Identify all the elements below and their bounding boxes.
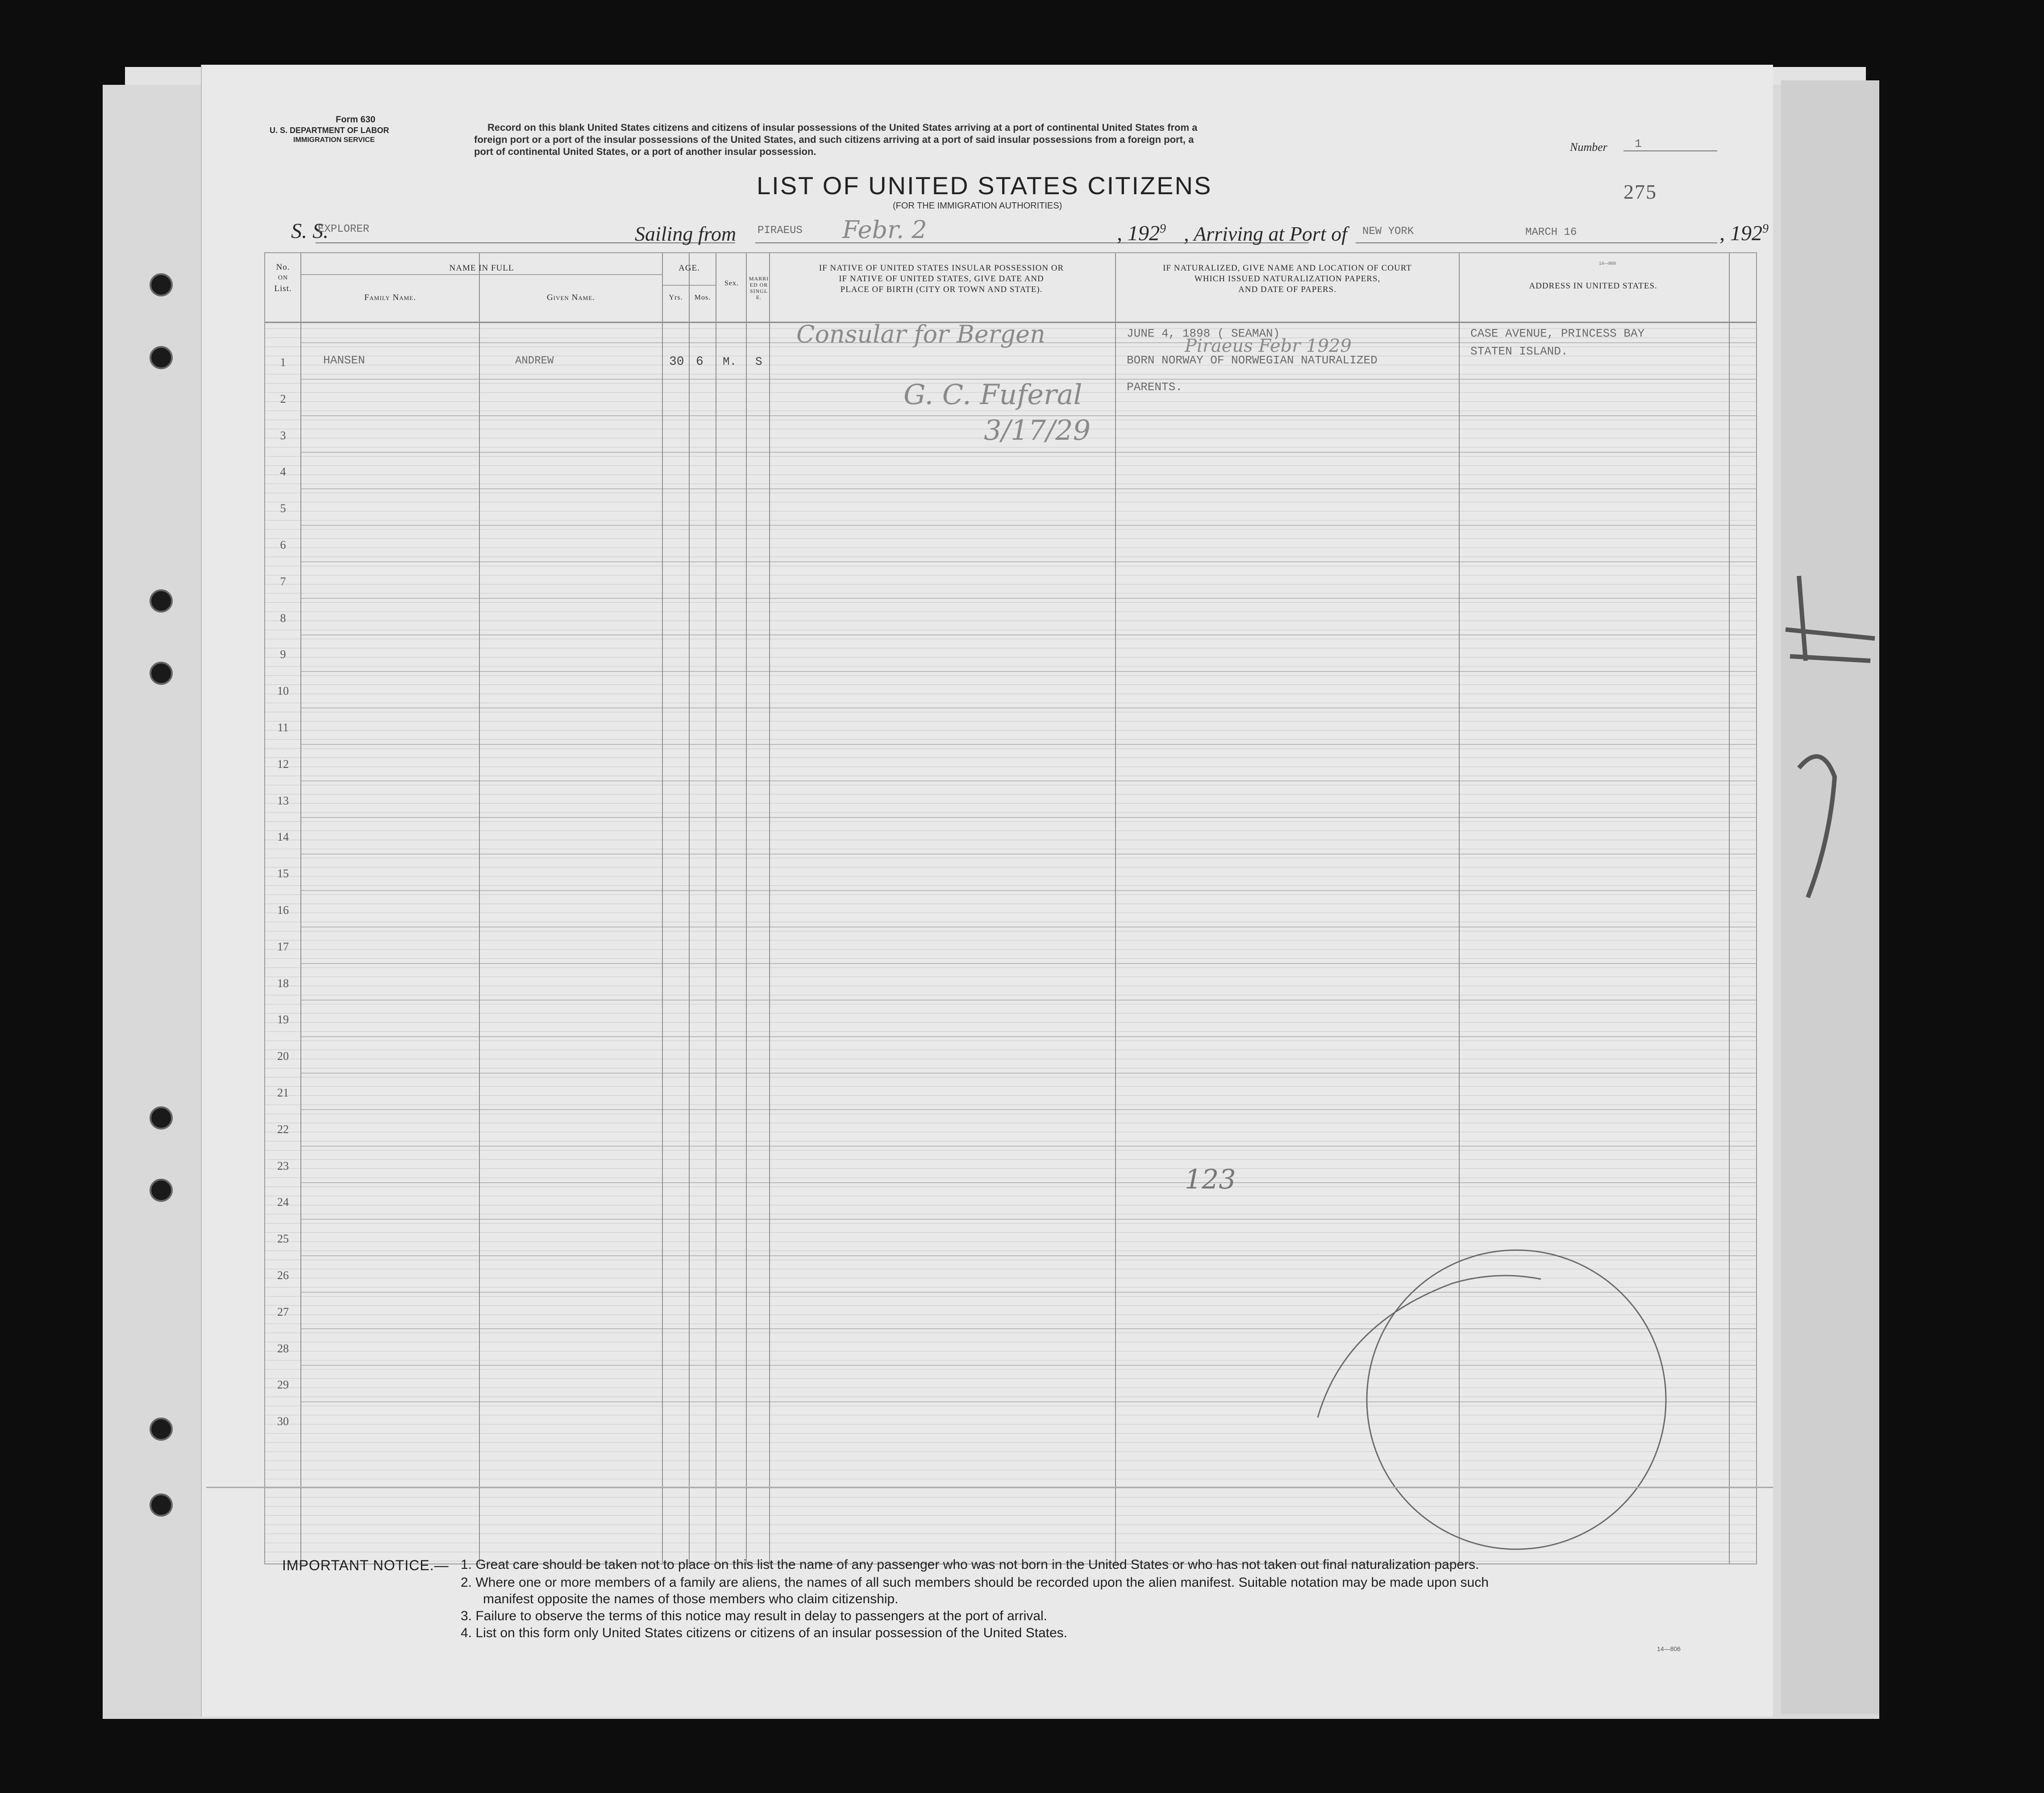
punch-hole xyxy=(150,1106,173,1130)
header-on-line: ON xyxy=(278,275,288,281)
punch-hole xyxy=(150,1179,173,1202)
row-number: 16 xyxy=(277,904,289,917)
row-number: 15 xyxy=(277,867,289,880)
important-notice-label: IMPORTANT NOTICE.— xyxy=(282,1557,449,1573)
service-name: IMMIGRATION SERVICE xyxy=(293,136,375,144)
sailing-label: Sailing from xyxy=(635,222,737,245)
instructions-line-2: foreign port or a port of the insular possessions of the United States, and such citizens arriving at a port of said insular possessions from a foreign port, a xyxy=(474,134,1194,145)
notice-item-2: 2. Where one or more members of a family are aliens, the names of all such members should be recorded upon the alien manifest. Suitable notation may be made upon such xyxy=(461,1575,1489,1590)
naturalization-line-3: PARENTS. xyxy=(1127,380,1182,394)
printer-mark: 14—868 xyxy=(1599,261,1616,266)
punch-hole xyxy=(150,346,173,369)
row-number: 27 xyxy=(277,1305,289,1318)
page-title: LIST OF UNITED STATES CITIZENS xyxy=(757,171,1212,200)
row-number: 23 xyxy=(277,1159,289,1172)
adjacent-page-strip xyxy=(1781,80,1879,1714)
row-number: 29 xyxy=(277,1378,289,1392)
row-number: 13 xyxy=(277,794,289,807)
header-no-line: No. xyxy=(276,263,290,272)
row-number: 11 xyxy=(277,721,289,734)
header-mos: Mos. xyxy=(694,294,711,301)
header-native-line-1: IF NATIVE OF UNITED STATES INSULAR POSSESSION OR xyxy=(819,263,1064,273)
sailing-year-digit: 9 xyxy=(1160,222,1166,236)
row-number: 21 xyxy=(277,1086,289,1099)
header-sex: Sex. xyxy=(724,279,739,287)
number-value: 1 xyxy=(1635,137,1642,150)
number-label: Number xyxy=(1570,141,1607,154)
row-number: 1 xyxy=(280,356,286,369)
row-number: 14 xyxy=(277,830,289,844)
row-number: 9 xyxy=(280,648,286,661)
sailing-port: PIRAEUS xyxy=(758,225,803,237)
address-line-2: STATEN ISLAND. xyxy=(1470,345,1568,358)
header-naturalized-line-1: IF NATURALIZED, GIVE NAME AND LOCATION OF COURT xyxy=(1163,263,1412,273)
row1-age-years: 30 xyxy=(669,355,684,369)
row-number: 7 xyxy=(280,575,286,588)
row-number: 10 xyxy=(277,684,289,698)
row-number: 25 xyxy=(277,1232,289,1246)
footer-form-code: 14—806 xyxy=(1657,1645,1681,1652)
header-native xyxy=(770,263,1113,295)
naturalization-handwritten: Piraeus Febr 1929 xyxy=(1185,336,1352,356)
manifest-sheet xyxy=(201,65,1773,1717)
row-number: 26 xyxy=(277,1269,289,1282)
margin-mark-123: 123 xyxy=(1185,1164,1236,1195)
adjacent-page-pencil-marks xyxy=(1781,80,1879,1714)
ss-label: S. S. xyxy=(291,219,329,243)
header-naturalized xyxy=(1116,263,1459,295)
row-number: 28 xyxy=(277,1342,289,1355)
arrival-year-digit: 9 xyxy=(1762,222,1769,236)
header-native-line-3: PLACE OF BIRTH (CITY OR TOWN AND STATE). xyxy=(840,285,1043,294)
header-native-line-2: IF NATIVE OF UNITED STATES, GIVE DATE AND xyxy=(839,274,1044,284)
punch-hole xyxy=(150,589,173,613)
row-number: 24 xyxy=(277,1196,289,1209)
instructions-line-3: port of continental United States, or a port of another insular possession. xyxy=(474,146,816,157)
header-given-name: Given Name. xyxy=(547,293,595,302)
punch-hole xyxy=(150,662,173,685)
row-number: 5 xyxy=(280,502,286,515)
row1-sex: M. xyxy=(723,355,737,368)
header-family-name: Family Name. xyxy=(364,293,416,302)
ss-name: EXPLORER xyxy=(318,223,370,235)
row-number: 4 xyxy=(280,465,286,479)
header-no-on-list xyxy=(265,262,301,294)
notice-item-1: 1. Great care should be taken not to place on this list the name of any passenger who was not born in the United States or who has not taken out final naturalization papers. xyxy=(461,1557,1479,1572)
number-underline xyxy=(1624,150,1717,151)
page-subtitle: (FOR THE IMMIGRATION AUTHORITIES) xyxy=(893,201,1062,211)
header-address: ADDRESS IN UNITED STATES. xyxy=(1529,281,1657,291)
row-number: 20 xyxy=(277,1050,289,1063)
sailing-year: , $192^9$ xyxy=(1117,221,1166,245)
header-name-in-full: NAME IN FULL xyxy=(449,263,514,273)
header-list-line: List. xyxy=(274,284,292,293)
row-number: 12 xyxy=(277,757,289,771)
row-number: 17 xyxy=(277,940,289,953)
sailing-date-handwritten: Febr. 2 xyxy=(842,216,927,244)
instructions-line-1: Record on this blank United States citizens and citizens of insular possessions of the United States arriving at a port of continental United States from a xyxy=(487,122,1198,133)
department-name: U. S. DEPARTMENT OF LABOR xyxy=(270,126,389,135)
arrival-underline xyxy=(1356,242,1717,243)
native-handwritten-note: Consular for Bergen xyxy=(796,320,1045,348)
address-line-1: CASE AVENUE, PRINCESS BAY xyxy=(1470,327,1645,340)
passenger-table xyxy=(264,252,1757,1564)
row-number: 19 xyxy=(277,1013,289,1026)
arrival-year xyxy=(1719,221,1769,246)
signature-date-handwritten: 3/17/29 xyxy=(984,414,1091,446)
row-number: 6 xyxy=(280,538,286,551)
notice-item-4: 4. List on this form only United States citizens or citizens of an insular possession of the United States. xyxy=(461,1626,1068,1640)
row-number: 30 xyxy=(277,1415,289,1428)
row1-given-name: ANDREW xyxy=(515,355,554,367)
signature-handwritten: G. C. Fuferal xyxy=(903,378,1082,411)
table-grid xyxy=(265,253,1756,1564)
form-number: Form 630 xyxy=(336,115,375,125)
header-yrs: Yrs. xyxy=(669,294,683,301)
notice-item-2-continued: manifest opposite the names of those members who claim citizenship. xyxy=(483,1592,899,1606)
punch-hole xyxy=(150,1418,173,1441)
row-number: 22 xyxy=(277,1122,289,1136)
row1-family-name: HANSEN xyxy=(323,354,365,367)
sailing-year-prefix: 192 xyxy=(1128,221,1160,245)
arrival-date: MARCH 16 xyxy=(1525,226,1577,238)
row-number: 2 xyxy=(280,392,286,405)
header-naturalized-line-3: AND DATE OF PAPERS. xyxy=(1238,285,1336,294)
arrival-year-prefix: , 192 xyxy=(1719,221,1762,245)
naturalization-line-2: BORN NORWAY OF NORWEGIAN NATURALIZED xyxy=(1127,354,1378,367)
row-number: 8 xyxy=(280,611,286,625)
notice-item-3: 3. Failure to observe the terms of this notice may result in delay to passengers at the port of arrival. xyxy=(461,1609,1047,1623)
header-married-single: MARRIED OR SINGLE. xyxy=(749,275,769,300)
arrival-port: NEW YORK xyxy=(1362,225,1414,238)
punch-hole xyxy=(150,1493,173,1517)
row-number: 18 xyxy=(277,976,289,990)
footer-divider xyxy=(206,1487,1773,1488)
header-naturalized-line-2: WHICH ISSUED NATURALIZATION PAPERS, xyxy=(1194,274,1381,284)
naturalization-line-1: JUNE 4, 1898 ( SEAMAN) xyxy=(1127,327,1280,340)
row1-marital-status: S xyxy=(755,355,762,368)
arriving-label: , Arriving at Port of xyxy=(1184,222,1347,245)
punch-hole xyxy=(150,273,173,296)
row1-age-months: 6 xyxy=(696,355,704,369)
page-stamp: 275 xyxy=(1624,180,1657,203)
header-age: AGE. xyxy=(679,263,700,273)
row-number: 3 xyxy=(280,429,286,442)
